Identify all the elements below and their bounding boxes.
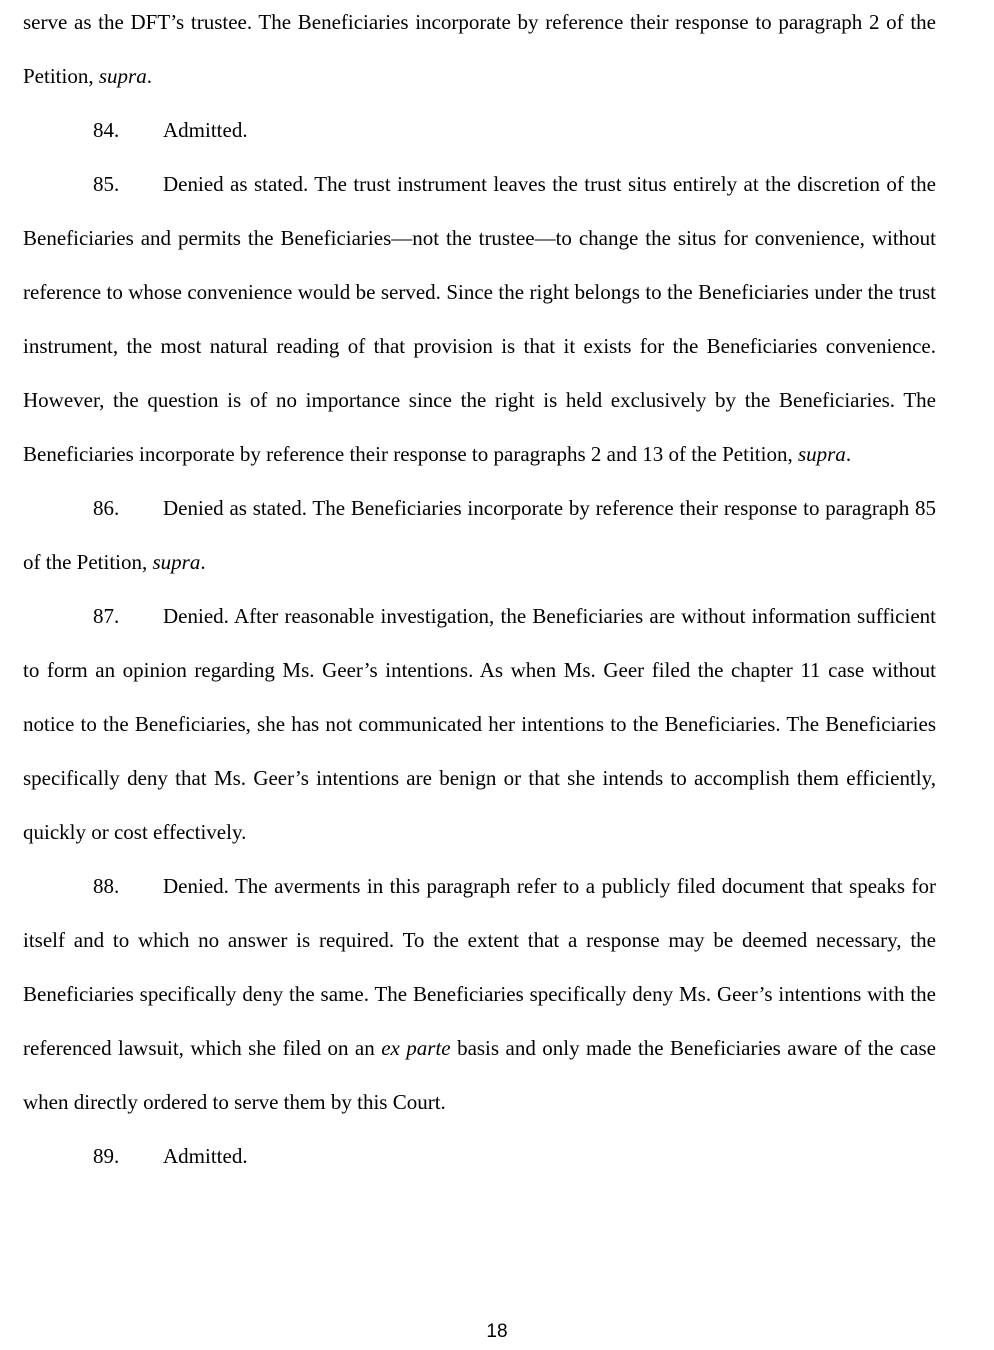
paragraph-number: 87. (93, 604, 120, 628)
italic-text: supra (152, 550, 201, 574)
numbered-paragraph (23, 157, 936, 481)
numbered-paragraph (23, 1129, 936, 1183)
paragraph-number: 84. (93, 118, 120, 142)
paragraph-text: basis and only made the Beneficiaries aware of the case when directly ordered to serve them by this Court. (23, 1036, 936, 1114)
document-page (23, 0, 936, 1183)
paragraph-text: serve as the DFT’s trustee. The Beneficiaries incorporate by reference their response to paragraph 2 of the Petition, (23, 10, 936, 88)
page-number: 18 (486, 1321, 508, 1342)
paragraph-number: 88. (93, 874, 120, 898)
paragraph-number: 85. (93, 172, 120, 196)
numbered-paragraph (23, 481, 936, 589)
italic-text: ex parte (381, 1036, 451, 1060)
paragraph-number: 89. (93, 1144, 120, 1168)
paragraph-text: Denied as stated. The trust instrument leaves the trust situs entirely at the discretion of the Beneficiaries and permits the Beneficiaries—not the trustee—to change the situs for convenience, without reference to whose convenience would be served. Since the right belongs to the Beneficiaries under the trust instrument, the most natural reading of that provision is that it exists for the Beneficiaries convenience. However, the question is of no importance since the right is held exclusively by the Beneficiaries. The Beneficiaries incorporate by reference their response to paragraphs 2 and 13 of the Petition, (23, 172, 936, 466)
paragraph-text: Denied. The averments in this paragraph refer to a publicly filed document that speaks for itself and to which no answer is required. To the extent that a response may be deemed necessary, the Beneficiaries specifically deny the same. The Beneficiaries specifically deny Ms. Geer’s intentions with the referenced lawsuit, which she filed on an (23, 874, 936, 1060)
paragraph-text: . (146, 64, 152, 88)
paragraph-text: . (200, 550, 206, 574)
paragraph-number: 86. (93, 496, 120, 520)
continued-paragraph (23, 0, 936, 103)
paragraph-text: Denied as stated. The Beneficiaries incorporate by reference their response to paragraph 85 of the Petition, (23, 496, 936, 574)
numbered-paragraph (23, 589, 936, 859)
paragraph-text: Denied. After reasonable investigation, the Beneficiaries are without information sufficient to form an opinion regarding Ms. Geer’s intentions. As when Ms. Geer filed the chapter 11 case without notice to the Beneficiaries, she has not communicated her intentions to the Beneficiaries. The Beneficiaries specifically deny that Ms. Geer’s intentions are benign or that she intends to accomplish them efficiently, quickly or cost effectively. (23, 604, 936, 844)
numbered-paragraph (23, 103, 936, 157)
document-body (23, 0, 936, 1183)
numbered-paragraph (23, 859, 936, 1129)
paragraph-text: Admitted. (163, 118, 248, 142)
italic-text: supra (98, 64, 147, 88)
paragraph-text: Admitted. (163, 1144, 248, 1168)
italic-text: supra (797, 442, 846, 466)
paragraph-text: . (845, 442, 852, 466)
